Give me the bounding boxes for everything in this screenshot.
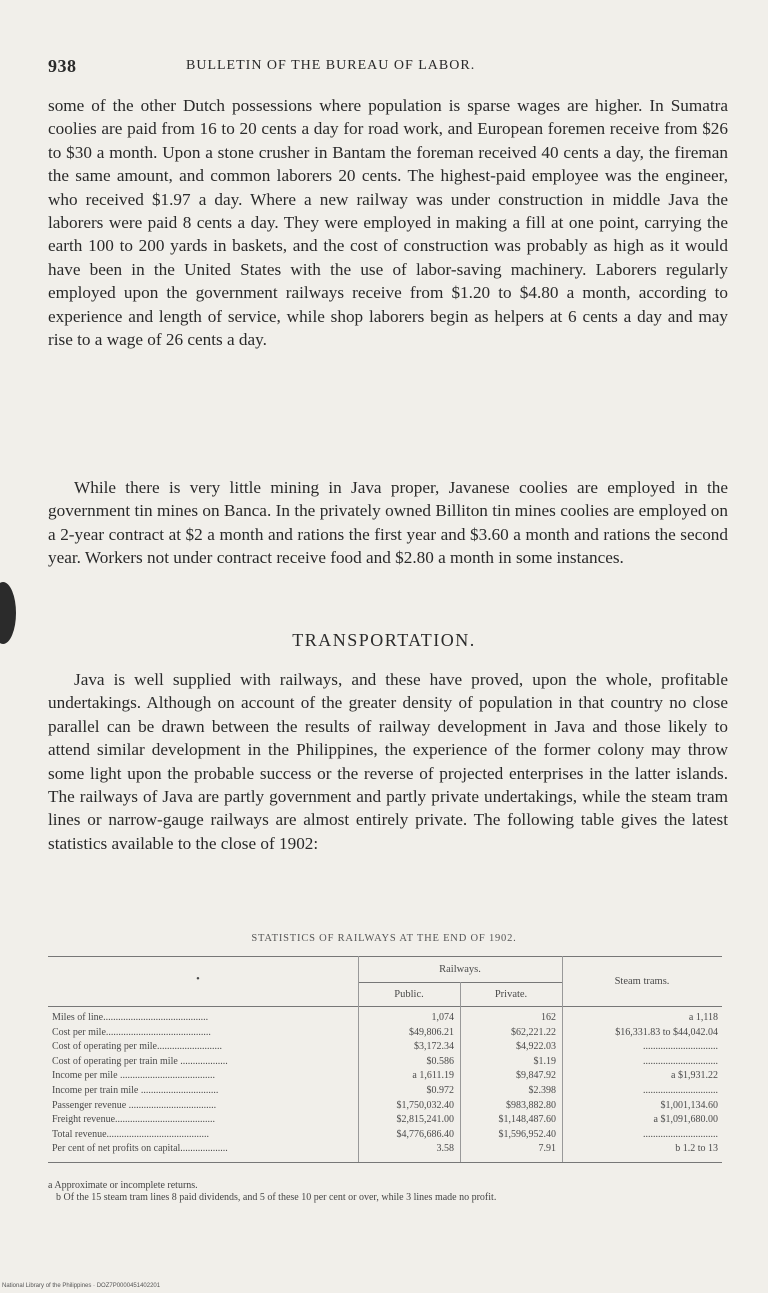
table-title: STATISTICS OF RAILWAYS AT THE END OF 1902. (251, 933, 517, 944)
cell-public: $3,172.34 (414, 1041, 454, 1053)
table-row-label: Cost of operating per train mile ................... (52, 1055, 228, 1067)
table-row-label: Cost of operating per mile.......................... (52, 1041, 222, 1053)
cell-public: $49,806.21 (409, 1026, 454, 1038)
cell-steam-trams: .............................. (643, 1128, 718, 1140)
running-head: BULLETIN OF THE BUREAU OF LABOR. (186, 58, 476, 73)
cell-steam-trams: a 1,118 (688, 1012, 718, 1023)
table-row-label: Passenger revenue ................................... (52, 1099, 217, 1111)
table-row-label: Income per mile ...................................... (52, 1070, 216, 1082)
column-header-private: Private. (494, 989, 528, 1000)
cell-steam-trams: b 1.2 to 13 (675, 1143, 718, 1155)
cell-public: $2,815,241.00 (396, 1114, 454, 1126)
cell-steam-trams: .............................. (643, 1041, 718, 1053)
table-row-label: Total revenue......................................... (52, 1128, 210, 1140)
table-row-label: Per cent of net profits on capital................... (52, 1143, 228, 1155)
header-bottom-rule (48, 1006, 722, 1007)
group-header-railways: Railways. (439, 964, 481, 975)
cell-steam-trams: .............................. (643, 1055, 718, 1067)
table-top-rule (48, 956, 722, 957)
cell-public: 3.58 (436, 1143, 454, 1155)
table-row-label: Income per train mile ............................... (52, 1085, 219, 1096)
cell-private: $4,922.03 (516, 1041, 556, 1053)
table-row-label: Miles of line.......................................... (52, 1012, 209, 1023)
cell-steam-trams: a $1,931.22 (671, 1070, 718, 1082)
footnotes (48, 1180, 728, 1204)
table-row-label: Freight revenue........................................ (52, 1114, 216, 1126)
footnote-b: b Of the 15 steam tram lines 8 paid dividends, and 5 of these 10 per cent or over, while 3 lines made no profit. (56, 1192, 497, 1203)
page-header (48, 56, 728, 80)
cell-private: $1,596,952.40 (498, 1128, 556, 1140)
table-bottom-rule (48, 1162, 722, 1163)
cell-public: $1,750,032.40 (396, 1099, 454, 1111)
page-number: 938 (48, 56, 77, 76)
cell-public: $0.972 (426, 1085, 454, 1096)
cell-private: 7.91 (538, 1143, 556, 1155)
cell-steam-trams: $16,331.83 to $44,042.04 (615, 1026, 718, 1038)
section-title: TRANSPORTATION. (292, 630, 476, 650)
cell-private: $2.398 (528, 1085, 556, 1096)
cell-public: a 1,611.19 (412, 1070, 454, 1082)
cell-private: $983,882.80 (506, 1099, 556, 1111)
paragraph-transportation: Java is well supplied with railways, and these have proved, upon the whole, profitable undertakings. Although on account of the greater density of population in that country no close parallel can be drawn between the results of railway development in Java and those likely to attend similar development in the Philippines, the experience of the former colony may throw some light upon the probable success or the reverse of projected enterprises in the latter islands. The railways of Java are partly government and partly private undertakings, while the steam tram lines or narrow-gauge railways are almost entirely private. The following table gives the latest statistics available to the close of 1902: (48, 670, 728, 853)
cell-private: $1.19 (533, 1055, 556, 1067)
cell-public: $0.586 (426, 1055, 454, 1067)
cell-private: 162 (541, 1012, 556, 1023)
column-header-steam-trams: Steam trams. (614, 976, 670, 987)
cell-steam-trams: .............................. (643, 1085, 718, 1096)
paragraph-mining: While there is very little mining in Java proper, Javanese coolies are employed in the government tin mines on Banca. In the privately owned Billiton tin mines coolies are employed on a 2-year contract at $2 a month and rations the first year and $3.60 a month and rations the second year. Workers not under contract receive food and $2.80 a month in some instances. (48, 478, 728, 568)
cell-private: $62,221.22 (511, 1026, 556, 1038)
column-header-public: Public. (394, 989, 424, 1000)
cell-private: $9,847.92 (516, 1070, 556, 1082)
cell-private: $1,148,487.60 (498, 1114, 556, 1126)
footnote-a: a Approximate or incomplete returns. (48, 1180, 198, 1191)
table-row-label: Cost per mile.......................................... (52, 1026, 211, 1038)
scan-credit: National Library of the Philippines · DOZ7P0000451402201 (2, 1283, 161, 1289)
corner-mark: • (196, 974, 200, 985)
cell-steam-trams: a $1,091,680.00 (653, 1114, 718, 1126)
cell-public: $4,776,686.40 (396, 1128, 454, 1140)
paragraph-wages: some of the other Dutch possessions where population is sparse wages are higher. In Sumatra coolies are paid from 16 to 20 cents a day for road work, and European foremen receive from $26 to $30 a month. Upon a stone crusher in Bantam the foreman received 40 cents a day, the fireman the same amount, and common laborers 20 cents. The highest-paid employee was the engineer, who received $1.97 a day. Where a new railway was under construction in middle Java the laborers were paid 8 cents a day. They were employed in making a fill at one point, carrying the earth 100 to 200 yards in baskets, and the cost of construction was probably as high as it would have been in the United States with the use of labor-saving machinery. Laborers regularly employed upon the government railways receive from $1.20 to $4.80 a month, according to experience and length of service, while shop laborers begin as helpers at 6 cents a day and may rise to a wage of 26 cents a day. (48, 96, 728, 350)
railway-statistics-table (48, 956, 722, 1166)
cell-steam-trams: $1,001,134.60 (660, 1099, 718, 1111)
cell-public: 1,074 (431, 1012, 454, 1023)
